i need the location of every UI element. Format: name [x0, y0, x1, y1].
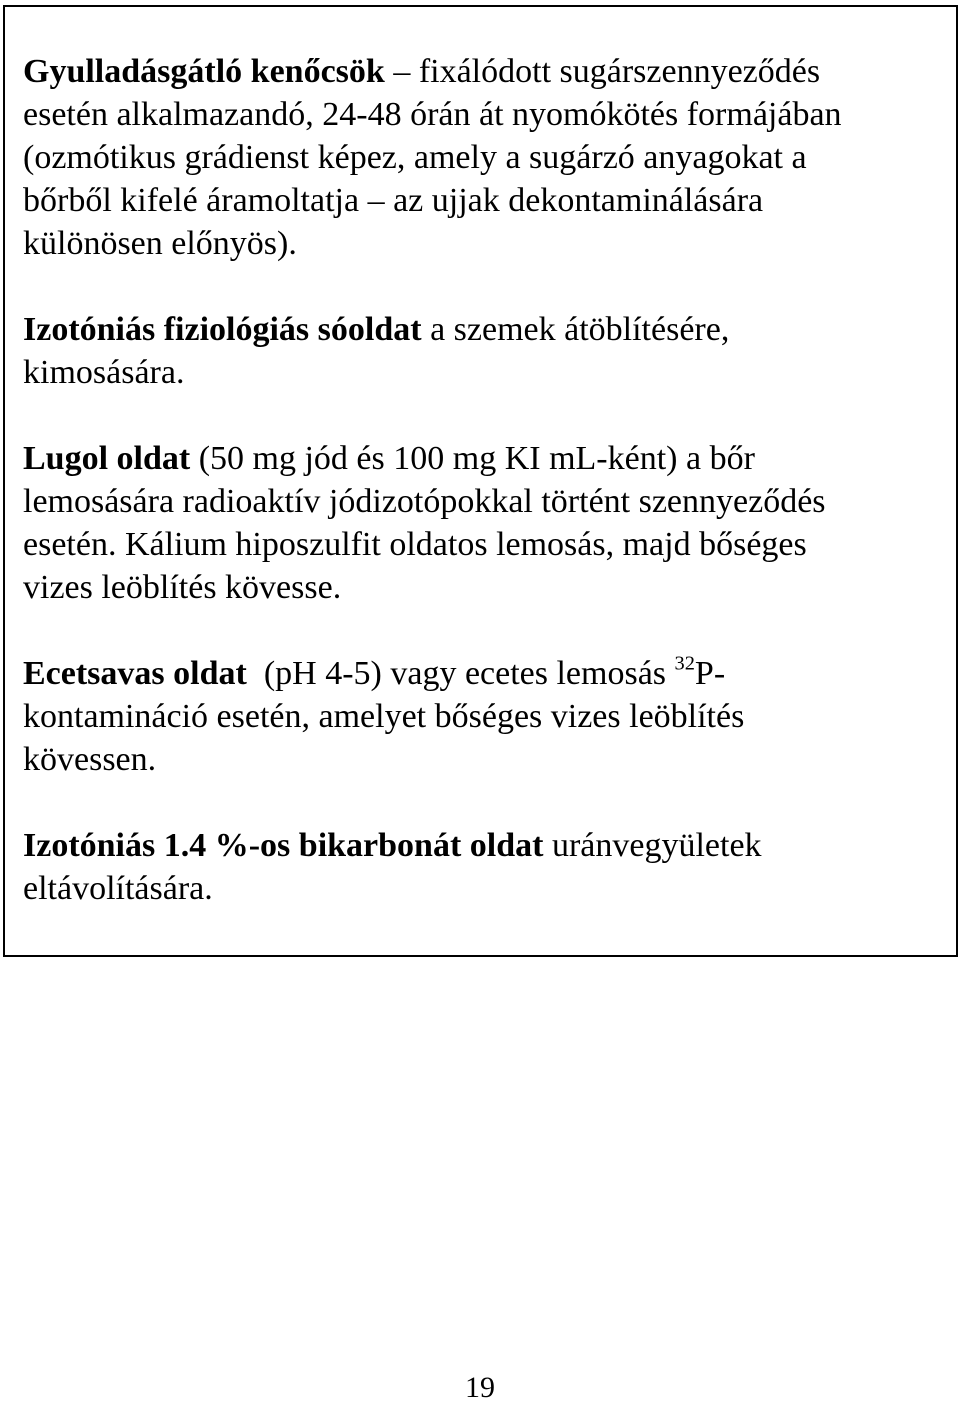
paragraph-2	[23, 308, 956, 394]
bold-term: Izotóniás fiziológiás sóoldat	[23, 311, 422, 348]
text-run: a szemek átöblítésére,	[421, 311, 730, 348]
paragraph-1	[23, 50, 956, 265]
text-run: kövessen.	[23, 741, 157, 778]
text-run: (50 mg jód és 100 mg KI mL-ként) a bőr	[190, 440, 755, 477]
text-run: (ozmótikus grádienst képez, amely a sugárzó anyagokat a	[23, 139, 807, 176]
text-line	[23, 480, 956, 523]
text-run: bőrből kifelé áramoltatja – az ujjak dekontaminálására	[23, 182, 764, 219]
text-line	[23, 179, 956, 222]
text-run: esetén. Kálium hiposzulfit oldatos lemosás, majd bőséges	[23, 526, 807, 563]
bold-term: Lugol oldat	[23, 440, 191, 477]
text-run: kontamináció esetén, amelyet bőséges vizes leöblítés	[23, 698, 745, 735]
bold-term: Gyulladásgátló kenőcsök	[23, 53, 385, 90]
page-number: 19	[465, 1371, 495, 1404]
text-run: (pH 4-5) vagy ecetes lemosás	[246, 655, 675, 692]
text-line	[23, 523, 956, 566]
text-run: – fixálódott sugárszennyeződés	[384, 53, 821, 90]
text-line	[23, 437, 956, 480]
text-line	[23, 308, 956, 351]
text-line	[23, 867, 956, 910]
text-line	[23, 93, 956, 136]
text-line	[23, 222, 956, 265]
bold-term: Ecetsavas oldat	[23, 655, 247, 692]
text-line	[23, 652, 956, 695]
superscript: 32	[674, 652, 695, 675]
document-body	[23, 50, 956, 910]
bold-term: Izotóniás 1.4 %-os bikarbonát oldat	[23, 827, 544, 864]
text-run: uránvegyületek	[543, 827, 762, 864]
text-line	[23, 738, 956, 781]
text-run: esetén alkalmazandó, 24-48 órán át nyomókötés formájában	[23, 96, 842, 133]
text-run: különösen előnyös).	[23, 225, 297, 262]
content-frame	[3, 5, 958, 957]
text-line	[23, 566, 956, 609]
paragraph-5	[23, 824, 956, 910]
text-line	[23, 351, 956, 394]
text-run: P-	[694, 655, 726, 692]
text-line	[23, 136, 956, 179]
text-run: eltávolítására.	[23, 870, 213, 907]
text-line	[23, 824, 956, 867]
text-line	[23, 50, 956, 93]
text-line	[23, 695, 956, 738]
text-run: kimosására.	[23, 354, 185, 391]
paragraph-3	[23, 437, 956, 609]
text-run: vizes leöblítés kövesse.	[23, 569, 342, 606]
paragraph-4	[23, 652, 956, 781]
text-run: lemosására radioaktív jódizotópokkal történt szennyeződés	[23, 483, 826, 520]
